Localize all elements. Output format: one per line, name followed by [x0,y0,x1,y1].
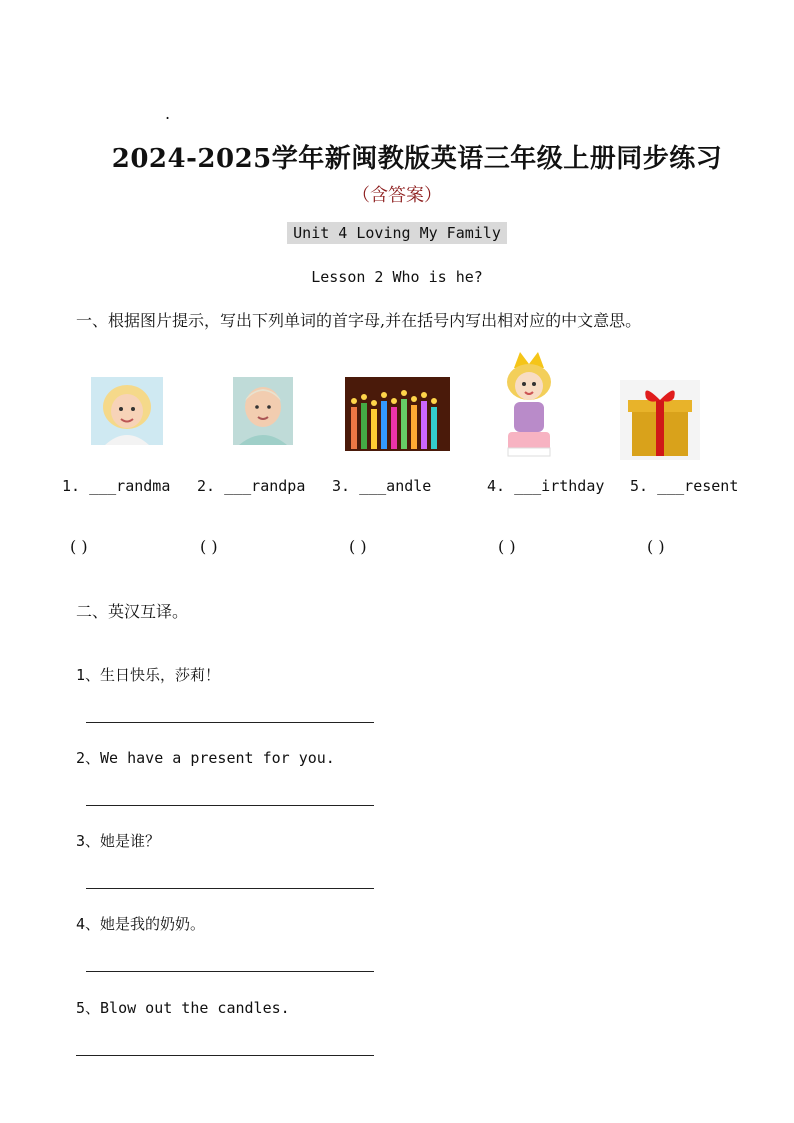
meaning-paren-2: ( ) [200,537,218,556]
answer-line-4 [86,971,374,972]
translation-question-5: 5、Blow out the candles. [76,999,290,1017]
meaning-paren-1: ( ) [70,537,88,556]
word-blank-3: 3. ___andle [332,477,432,495]
word-blank-4: 4. ___irthday [487,477,605,495]
page-title: 2024-2025学年新闽教版英语三年级上册同步练习 [111,144,723,174]
translation-question-3: 3、她是谁？ [76,832,161,850]
answer-line-1 [86,722,374,723]
stray-dot: . [165,104,171,123]
candles-picture [345,377,450,451]
meaning-paren-5: ( ) [647,537,665,556]
unit-heading-wrap [0,222,794,244]
section1-heading: 一、根据图片提示，写出下列单词的首字母,并在括号内写出相对应的中文意思。 [76,311,642,330]
meaning-paren-3: ( ) [349,537,367,556]
grandpa-picture [233,377,293,445]
answer-line-3 [86,888,374,889]
answer-line-2 [86,805,374,806]
lesson-heading: Lesson 2 Who is he? [311,268,483,286]
translation-question-2: 2、We have a present for you. [76,749,335,767]
translation-question-4: 4、她是我的奶奶。 [76,915,206,933]
unit-heading: Unit 4 Loving My Family [287,222,507,244]
meaning-paren-4: ( ) [498,537,516,556]
word-blank-2: 2. ___randpa [197,477,306,495]
word-blank-5: 5. ___resent [630,477,739,495]
page-subtitle: （含答案） [352,185,442,206]
grandma-picture [91,377,163,445]
answer-line-5 [76,1055,374,1056]
translation-question-1: 1、生日快乐，莎莉！ [76,666,221,684]
present-picture [620,380,700,460]
birthday-girl-picture [500,348,558,461]
section2-heading: 二、英汉互译。 [76,602,189,621]
word-blank-1: 1. ___randma [62,477,171,495]
